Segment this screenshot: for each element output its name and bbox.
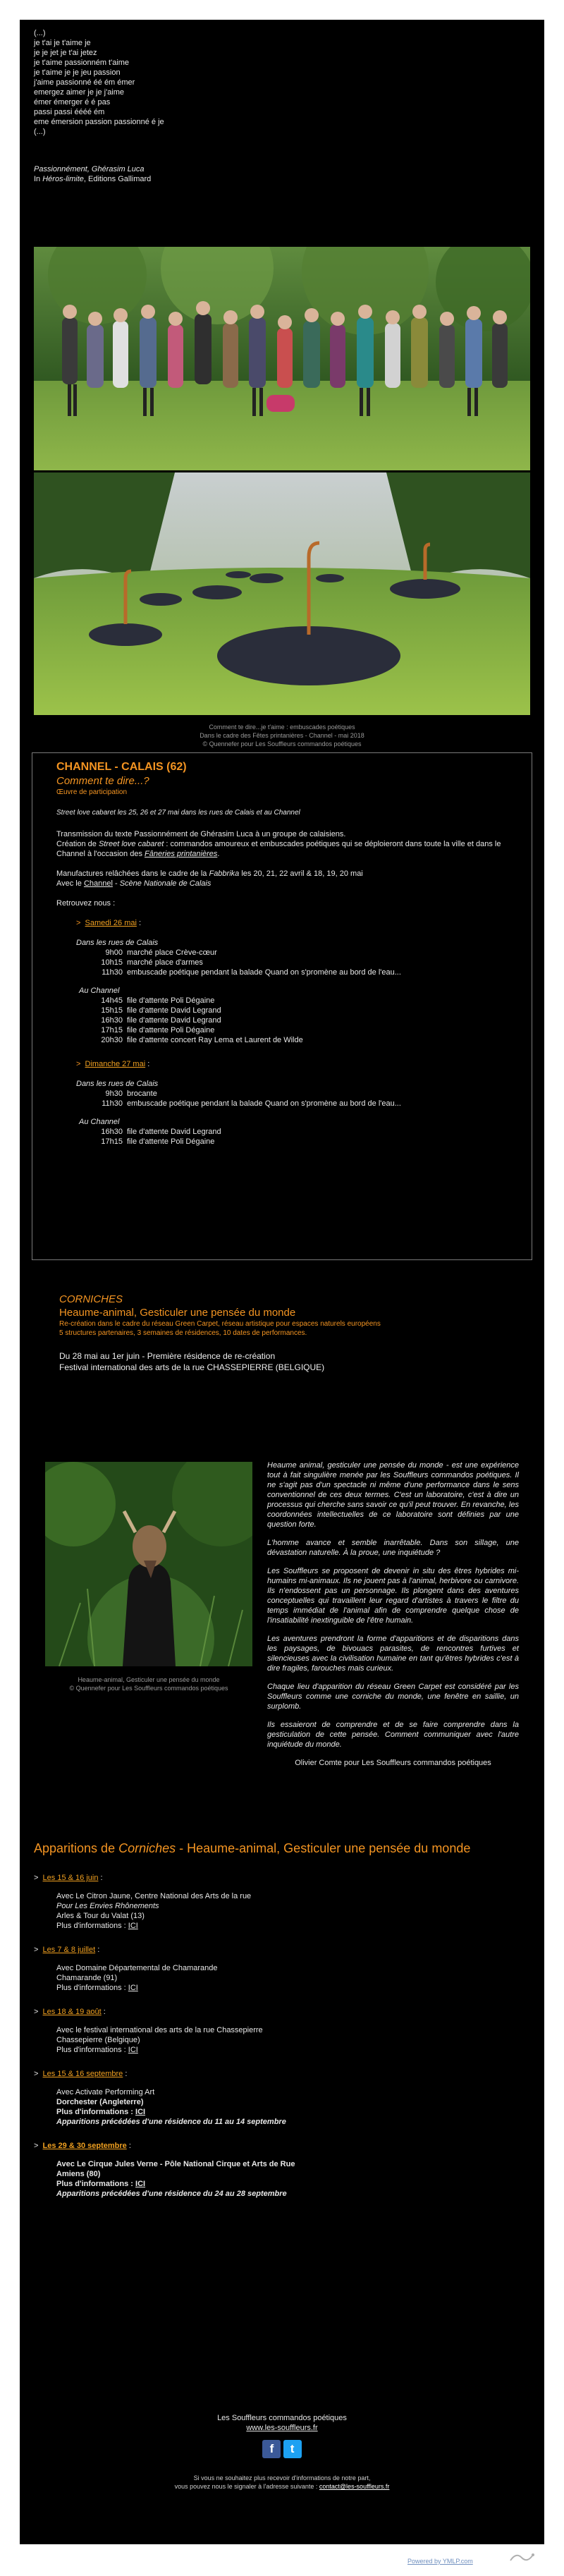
unsubscribe-line1: Si vous ne souhaitez plus recevoir d'informations de notre part,: [193, 2474, 371, 2482]
poem-line: je je jet je t'ai jetez: [34, 49, 97, 57]
apparition-info-link[interactable]: ICI: [128, 2046, 138, 2054]
apparition-info-label: Plus d'informations :: [56, 1984, 128, 1992]
heaume-caption-line: Heaume-animal, Gesticuler une pensée du monde: [78, 1676, 220, 1683]
apparition-details: [56, 2087, 527, 2127]
corniches-line1: Re-création dans le cadre du réseau Green Carpet, réseau artistique pour espaces naturels européens: [59, 1320, 381, 1328]
schedule-text: brocante: [127, 1089, 157, 1098]
apparition-date-row: [34, 2069, 527, 2079]
apparition-line: Arles & Tour du Valat (13): [56, 1912, 145, 1920]
manufactures-pre: Manufactures relâchées dans le cadre de la: [56, 869, 209, 878]
corniches-para: Chaque lieu d'apparition du réseau Green Carpet est considéré par les Souffleurs comme une corniche du monde, une fenêtre en saillie, un surplomb.: [267, 1683, 519, 1711]
residence-line2: Festival international des arts de la rue CHASSEPIERRE (BELGIQUE): [59, 1362, 325, 1372]
schedule-text: file d'attente David Legrand: [127, 1006, 221, 1015]
schedule-row: [99, 1025, 522, 1035]
corniches-para: Les aventures prendront la forme d'apparitions et de disparitions dans les paysages, de bivouacs parasites, de rencontres furtives et silencieuses avec la civilisation humaine en tant qu'êtres hybrides c'est à dire fragiles, farouches mais curieux.: [267, 1635, 519, 1673]
day2-colon: :: [145, 1060, 150, 1068]
corniches-para: Ils essaieront de comprendre et de se faire comprendre dans la gesticulation de cette pensée. Comment communiquer avec l'autre inquiétude du monde.: [267, 1721, 519, 1749]
apparition-info-label: Plus d'informations :: [56, 2108, 136, 2116]
day2-channel-list: [99, 1127, 522, 1147]
schedule-row: [99, 967, 522, 977]
apparition-date-link[interactable]: Les 15 & 16 juin: [42, 1874, 99, 1882]
schedule-text: embuscade poétique pendant la balade Quand on s'promène au bord de l'eau...: [127, 1099, 401, 1108]
apparition-info-link[interactable]: ICI: [135, 2180, 146, 2188]
unsubscribe-text: vous pouvez nous le signaler à l'adresse suivante :: [174, 2483, 319, 2490]
apparition-line: Pour Les Envies Rhônements: [56, 1902, 159, 1910]
apparition-details: [56, 1891, 527, 1931]
schedule-text: marché place d'armes: [127, 958, 203, 967]
footer: [20, 2413, 544, 2491]
day2-streets-title: Dans les rues de Calais: [76, 1080, 159, 1088]
channel-subtitle2: Œuvre de participation: [56, 788, 128, 796]
apparition-arrow-icon: >: [34, 2008, 43, 2016]
apparition-colon: :: [123, 2070, 128, 2078]
day1-channel-list: [99, 996, 522, 1045]
poem-line: j'aime passionné éé ém émer: [34, 78, 135, 87]
apparition-date-row: [34, 2007, 527, 2017]
apparition-date-row: [34, 2141, 527, 2151]
manufactures-italic: Fabbrika: [209, 869, 240, 878]
poem-line: passi passi éééé ém: [34, 108, 105, 116]
schedule-time: 11h30: [102, 1099, 123, 1108]
apparition-info-row: [56, 1983, 527, 1993]
apparition-date-row: [34, 1873, 527, 1883]
apparitions-title: [34, 1841, 527, 1856]
credit-in: In: [34, 175, 43, 183]
apparition-date-row: [34, 1945, 527, 1955]
apparition-info-label: Plus d'informations :: [56, 2046, 128, 2054]
photo-caption-line: Comment te dire...je t'aime : embuscades poétiques: [209, 724, 355, 731]
apparitions-title-post: - Heaume-animal, Gesticuler une pensée du monde: [176, 1841, 471, 1855]
apparition-item: [34, 2069, 527, 2127]
schedule-time: 15h15: [101, 1006, 123, 1015]
channel-subtitle: Comment te dire...?: [56, 775, 149, 787]
unsubscribe-line2: [20, 2482, 544, 2491]
apparition-colon: :: [98, 1874, 103, 1882]
schedule-row: [99, 958, 522, 967]
ymlp-link[interactable]: Powered by YMLP.com: [407, 2558, 473, 2565]
photo-caption-line: © Quennefer pour Les Souffleurs commandos poétiques: [202, 740, 362, 747]
schedule-row: [99, 996, 522, 1006]
schedule-time: 17h15: [101, 1026, 123, 1034]
apparition-arrow-icon: >: [34, 1946, 43, 1954]
creation-italic: Street love cabaret: [98, 840, 164, 848]
apparition-info-link[interactable]: ICI: [128, 1922, 138, 1930]
creation-pre: Création de: [56, 840, 99, 848]
apparition-line: Dorchester (Angleterre): [56, 2098, 144, 2106]
day2-streets-list: [99, 1089, 522, 1109]
corniches-text: [267, 1460, 519, 1768]
apparition-line: Chassepierre (Belgique): [56, 2036, 140, 2044]
photo-caption: [20, 723, 544, 748]
schedule-time: 16h30: [101, 1128, 123, 1136]
footer-website[interactable]: www.les-souffleurs.fr: [246, 2424, 318, 2432]
heaume-caption-line: © Quennefer pour Les Souffleurs commandos poétiques: [69, 1685, 228, 1692]
poem-credit-title: Passionnément, Ghérasim Luca: [34, 165, 145, 173]
schedule-text: marché place Crève-cœur: [127, 948, 217, 957]
day2-channel-title: Au Channel: [79, 1118, 120, 1126]
apparitions-title-pre: Apparitions de: [34, 1841, 119, 1855]
schedule-time: 9h00: [105, 948, 123, 957]
apparition-info-row: [56, 2107, 527, 2117]
apparitions-title-italic: Corniches: [118, 1841, 176, 1855]
channel-title: CHANNEL - CALAIS (62): [56, 761, 187, 773]
channel-section: [32, 752, 532, 1260]
avec-pre: Avec le: [56, 879, 84, 888]
apparition-item: [34, 2141, 527, 2199]
corniches-header: [59, 1293, 525, 1373]
day1-streets-title: Dans les rues de Calais: [76, 939, 159, 947]
creation-end: .: [217, 850, 220, 858]
apparitions-section: [34, 1841, 527, 2213]
apparition-item: [34, 1873, 527, 1931]
apparition-info-label: Plus d'informations :: [56, 2180, 136, 2188]
heaume-photo-caption: [45, 1675, 252, 1692]
schedule-text: file d'attente David Legrand: [127, 1016, 221, 1025]
credit-publisher: , Editions Gallimard: [83, 175, 152, 183]
schedule-row: [99, 1006, 522, 1015]
poem-line: eme émersion passion passionné é je: [34, 118, 164, 126]
schedule-time: 20h30: [101, 1036, 123, 1044]
day1-link[interactable]: Samedi 26 mai: [85, 919, 137, 927]
apparition-item: [34, 2007, 527, 2055]
apparition-line: Amiens (80): [56, 2170, 101, 2178]
channel-link[interactable]: Channel: [83, 879, 113, 888]
schedule-row: [99, 948, 522, 958]
poem-line: emergez aimer je je j'aime: [34, 88, 125, 97]
schedule-time: 9h30: [105, 1089, 123, 1098]
schedule-row: [99, 1089, 522, 1099]
apparition-line: Avec Activate Performing Art: [56, 2088, 155, 2096]
corniches-para: Heaume animal, gesticuler une pensée du monde - est une expérience tout à fait singulière menée par les Souffleurs commandos poétiques. Il ne s'agit pas d'un spectacle ni même d'une performance dans le sens conventionnel de ces deux termes. C'est un laboratoire, c'est à dire un processus qui cherche sans savoir ce qu'il peut trouver. En revanche, les coordonnées intellectuelles de ce laboratoire sont définies par une question forte.: [267, 1461, 519, 1529]
poem-line: émer émerger é é pas: [34, 98, 111, 106]
schedule-text: embuscade poétique pendant la balade Quand on s'promène au bord de l'eau...: [127, 968, 401, 977]
schedule-text: file d'attente David Legrand: [127, 1128, 221, 1136]
photo-caption-line: Dans le cadre des Fêtes printanières - Channel - mai 2018: [200, 732, 364, 739]
schedule-time: 16h30: [101, 1016, 123, 1025]
credit-book: Héros-limite: [42, 175, 84, 183]
facebook-icon[interactable]: f: [262, 2440, 281, 2458]
schedule-text: file d'attente Poli Dégaine: [127, 996, 215, 1005]
schedule-row: [99, 1127, 522, 1137]
umbrellas-photo: [34, 472, 530, 715]
corniches-heading: Heaume-animal, Gesticuler une pensée du monde: [59, 1307, 296, 1319]
apparition-info-link[interactable]: ICI: [128, 1984, 138, 1992]
apparition-arrow-icon: >: [34, 2142, 43, 2150]
apparition-note: Apparitions précédées d'une résidence du 24 au 28 septembre: [56, 2190, 287, 2198]
day1-channel-title: Au Channel: [79, 987, 120, 995]
day2-link[interactable]: Dimanche 27 mai: [85, 1060, 146, 1068]
manufactures-post: les 20, 21, 22 avril & 18, 19, 20 mai: [239, 869, 363, 878]
day2-heading: > Dimanche 27 mai :: [76, 1060, 150, 1068]
apparition-colon: :: [126, 2142, 131, 2150]
avec-italic: Scène Nationale de Calais: [119, 879, 212, 888]
schedule-row: [99, 1099, 522, 1109]
day1-heading: > Samedi 26 mai :: [76, 919, 142, 927]
channel-retrouvez: Retrouvez nous :: [56, 899, 116, 908]
poem-line: (...): [34, 128, 46, 136]
schedule-time: 11h30: [102, 968, 123, 977]
schedule-row: [99, 1015, 522, 1025]
apparition-line: Avec Domaine Départemental de Chamarande: [56, 1964, 218, 1972]
heaume-animal-photo: [45, 1462, 252, 1666]
poem-line: je t'aime je je jeu passion: [34, 68, 121, 77]
apparition-line: Avec le festival international des arts de la rue Chassepierre: [56, 2026, 263, 2034]
creation-post: : commandos amoureux et embuscades poétiques qui se déploieront dans toute la ville et dans le Channel à l'occasion des: [56, 840, 501, 858]
channel-dates: Street love cabaret les 25, 26 et 27 mai dans les rues de Calais et au Channel: [56, 809, 300, 817]
schedule-text: file d'attente Poli Dégaine: [127, 1026, 215, 1034]
poem-credit: [34, 164, 151, 184]
ymlp-logo-icon[interactable]: [509, 2551, 537, 2563]
corniches-para: Les Souffleurs se proposent de devenir in situ des êtres hybrides mi-humains mi-animaux. Ils ne jouent pas à l'animal, herbivore ou carnivore. Ils n'endossent pas un personnage. Ils plongent dans des aventures conceptuelles qui travaillent leur regard d'artistes à travers le filtre du temps immédiat de l'animal afin de comprendre quelque chose de l'insatiabilité inextinguible de l'être humain.: [267, 1567, 519, 1625]
residence-line1: Du 28 mai au 1er juin - Première résidence de re-création: [59, 1351, 276, 1361]
channel-creation: [56, 839, 522, 859]
apparition-info-row: [56, 1921, 527, 1931]
newsletter-frame: [20, 20, 544, 2544]
schedule-row: [99, 1137, 522, 1147]
apparition-arrow-icon: >: [34, 1874, 43, 1882]
apparition-line: Chamarande (91): [56, 1974, 118, 1982]
social-icons: [20, 2440, 544, 2458]
apparition-item: [34, 1945, 527, 1993]
avec-post: -: [112, 879, 120, 888]
corniches-line2: 5 structures partenaires, 3 semaines de résidences, 10 dates de performances.: [59, 1329, 307, 1337]
apparition-colon: :: [95, 1946, 100, 1954]
apparition-info-row: [56, 2179, 527, 2189]
day1-colon: :: [136, 919, 142, 927]
apparition-info-link[interactable]: ICI: [135, 2108, 146, 2116]
apparition-details: [56, 2159, 527, 2199]
apparition-details: [56, 2025, 527, 2055]
poem-credit-source: [34, 174, 151, 184]
apparition-info-row: [56, 2045, 527, 2055]
schedule-time: 17h15: [101, 1137, 123, 1146]
group-photo: [34, 247, 530, 470]
corniches-para: L'homme avance et semble inarrêtable. Dans son sillage, une dévastation naturelle. À la proue, une inquiétude ?: [267, 1539, 519, 1557]
schedule-time: 10h15: [101, 958, 123, 967]
twitter-icon[interactable]: t: [283, 2440, 302, 2458]
channel-avec: [56, 879, 522, 889]
apparition-date-link[interactable]: Les 18 & 19 août: [42, 2008, 102, 2016]
apparition-details: [56, 1963, 527, 1993]
channel-transmission: Transmission du texte Passionnément de Ghérasim Luca à un groupe de calaisiens.: [56, 830, 346, 838]
apparition-date-link[interactable]: Les 29 & 30 septembre: [42, 2142, 127, 2150]
faneries-link[interactable]: Fâneries printanières: [145, 850, 218, 858]
contact-email-link[interactable]: contact@les-souffleurs.fr: [319, 2483, 390, 2490]
poem-line: (...): [34, 29, 46, 37]
schedule-text: file d'attente Poli Dégaine: [127, 1137, 215, 1146]
corniches-title: CORNICHES: [59, 1293, 123, 1305]
powered-by: [407, 2554, 473, 2567]
schedule-time: 14h45: [101, 996, 123, 1005]
apparition-line: Avec Le Cirque Jules Verne - Pôle National Cirque et Arts de Rue: [56, 2160, 295, 2168]
schedule-row: [99, 1035, 522, 1045]
apparition-note: Apparitions précédées d'une résidence du 11 au 14 septembre: [56, 2118, 286, 2126]
apparition-colon: :: [101, 2008, 106, 2016]
footer-org: Les Souffleurs commandos poétiques: [217, 2414, 347, 2422]
poem-line: je t'aime passionném t'aime: [34, 59, 130, 67]
apparition-info-label: Plus d'informations :: [56, 1922, 128, 1930]
apparition-line: Avec Le Citron Jaune, Centre National des Arts de la rue: [56, 1892, 252, 1900]
poem-line: je t'ai je t'aime je: [34, 39, 91, 47]
apparition-date-link[interactable]: Les 15 & 16 septembre: [42, 2070, 123, 2078]
corniches-signature: Olivier Comte pour Les Souffleurs commandos poétiques: [295, 1759, 491, 1767]
apparition-arrow-icon: >: [34, 2070, 43, 2078]
day1-streets-list: [99, 948, 522, 977]
channel-manufactures: [56, 869, 522, 879]
schedule-text: file d'attente concert Ray Lema et Laurent de Wilde: [127, 1036, 303, 1044]
poem-block: [34, 28, 330, 137]
apparition-date-link[interactable]: Les 7 & 8 juillet: [42, 1946, 96, 1954]
apparitions-list: [34, 1873, 527, 2199]
